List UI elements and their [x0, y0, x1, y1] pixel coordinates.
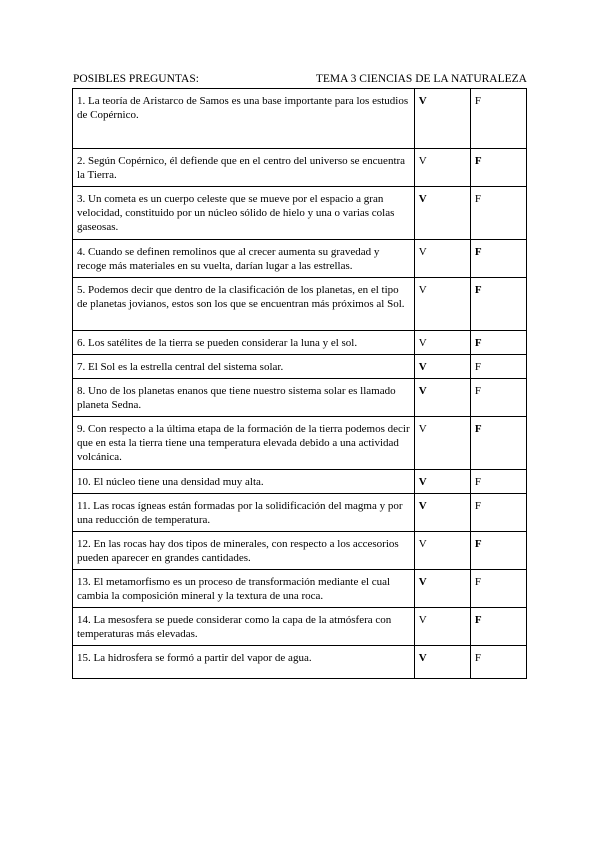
question-text: 3. Un cometa es un cuerpo celeste que se mueve por el espacio a gran velocidad, constituido por un núcleo sólido de hielo y una o varias colas gaseosas.: [73, 187, 415, 240]
question-row: [73, 470, 527, 494]
question-row: [73, 240, 527, 278]
true-option: V: [414, 532, 470, 570]
true-option: V: [414, 187, 470, 240]
question-text: 7. El Sol es la estrella central del sistema solar.: [73, 355, 415, 379]
false-option: F: [470, 379, 526, 417]
question-row: [73, 149, 527, 187]
true-option: V: [414, 470, 470, 494]
false-option: F: [470, 355, 526, 379]
false-option: F: [470, 608, 526, 646]
question-row: [73, 532, 527, 570]
question-row: [73, 417, 527, 470]
true-option: V: [414, 331, 470, 355]
true-option: V: [414, 646, 470, 679]
questions-table: [72, 88, 527, 679]
question-text: 10. El núcleo tiene una densidad muy alta.: [73, 470, 415, 494]
question-row: [73, 570, 527, 608]
question-row: [73, 646, 527, 679]
question-text: 14. La mesosfera se puede considerar como la capa de la atmósfera con temperaturas más elevadas.: [73, 608, 415, 646]
question-text: 15. La hidrosfera se formó a partir del vapor de agua.: [73, 646, 415, 679]
true-option: V: [414, 240, 470, 278]
page-header: [73, 70, 527, 88]
question-text: 5. Podemos decir que dentro de la clasificación de los planetas, en el tipo de planetas jovianos, estos son los que se encuentran más próximos al Sol.: [73, 278, 415, 331]
question-row: [73, 379, 527, 417]
false-option: F: [470, 570, 526, 608]
question-row: [73, 278, 527, 331]
question-text: 12. En las rocas hay dos tipos de minerales, con respecto a los accesorios pueden aparecer en grandes cantidades.: [73, 532, 415, 570]
false-option: F: [470, 494, 526, 532]
question-row: [73, 331, 527, 355]
true-option: V: [414, 355, 470, 379]
question-text: 6. Los satélites de la tierra se pueden considerar la luna y el sol.: [73, 331, 415, 355]
header-right-title: TEMA 3 CIENCIAS DE LA NATURALEZA: [315, 73, 527, 85]
question-text: 9. Con respecto a la última etapa de la formación de la tierra podemos decir que en esta la tierra tiene una temperatura elevada debido a una actividad volcánica.: [73, 417, 415, 470]
true-option: V: [414, 149, 470, 187]
false-option: F: [470, 89, 526, 149]
true-option: V: [414, 379, 470, 417]
question-row: [73, 355, 527, 379]
question-text: 11. Las rocas ígneas están formadas por la solidificación del magma y por una reducción de temperatura.: [73, 494, 415, 532]
true-option: V: [414, 494, 470, 532]
false-option: F: [470, 278, 526, 331]
question-row: [73, 494, 527, 532]
question-row: [73, 608, 527, 646]
question-text: 4. Cuando se definen remolinos que al crecer aumenta su gravedad y recoge más materiales en su vuelta, darían lugar a las estrellas.: [73, 240, 415, 278]
false-option: F: [470, 646, 526, 679]
question-text: 8. Uno de los planetas enanos que tiene nuestro sistema solar es llamado planeta Sedna.: [73, 379, 415, 417]
false-option: F: [470, 331, 526, 355]
true-option: V: [414, 570, 470, 608]
false-option: F: [470, 149, 526, 187]
question-text: 1. La teoría de Aristarco de Samos es una base importante para los estudios de Copérnico.: [73, 89, 415, 149]
question-text: 13. El metamorfismo es un proceso de transformación mediante el cual cambia la composición mineral y la textura de una roca.: [73, 570, 415, 608]
true-option: V: [414, 278, 470, 331]
false-option: F: [470, 240, 526, 278]
false-option: F: [470, 470, 526, 494]
header-left-title: POSIBLES PREGUNTAS:: [73, 73, 199, 85]
question-text: 2. Según Copérnico, él defiende que en el centro del universo se encuentra la Tierra.: [73, 149, 415, 187]
false-option: F: [470, 187, 526, 240]
question-row: [73, 89, 527, 149]
false-option: F: [470, 417, 526, 470]
questions-table-body: [73, 89, 527, 679]
true-option: V: [414, 608, 470, 646]
false-option: F: [470, 532, 526, 570]
true-option: V: [414, 417, 470, 470]
true-option: V: [414, 89, 470, 149]
question-row: [73, 187, 527, 240]
